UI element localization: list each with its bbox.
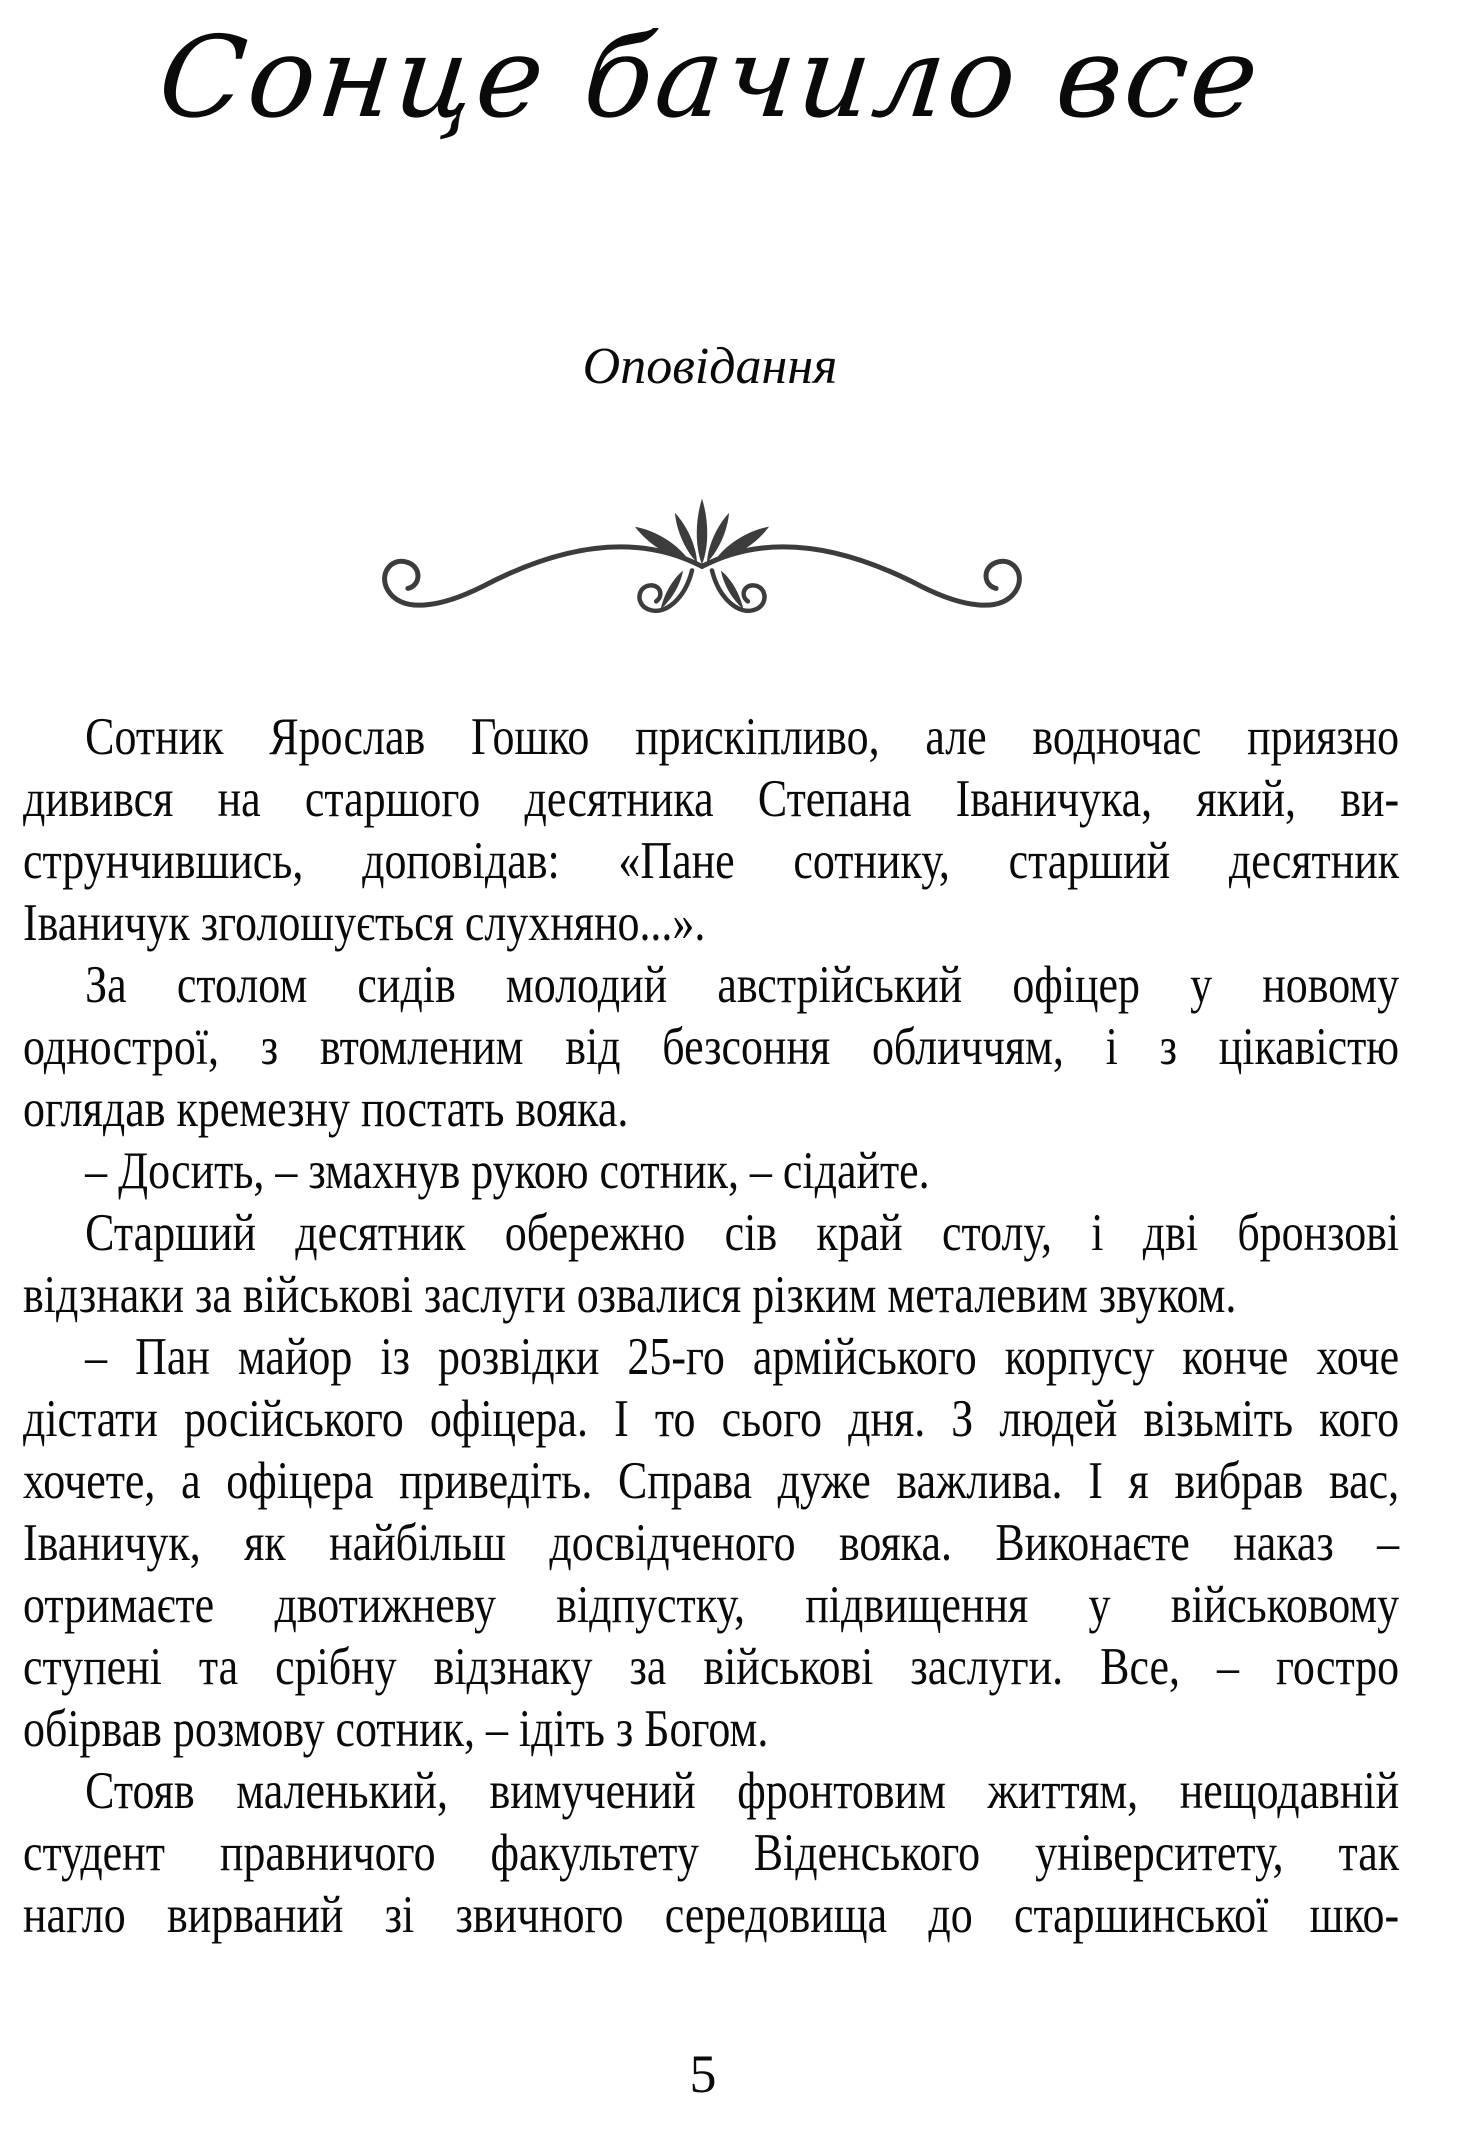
flourish-ornament <box>368 474 1036 640</box>
paragraph <box>23 1140 1399 1202</box>
page-title: Сонце бачило все <box>153 13 1268 143</box>
text-line: оглядав кремезну постать вояка. <box>23 1080 629 1138</box>
text-line: отримаєте двотижневу відпустку, підвищення у військовому <box>23 1576 1400 1634</box>
text-line: студент правничого факультету Віденського університету, так <box>23 1824 1400 1882</box>
text-line: ступені та срібну відзнаку за військові заслуги. Все, – гостро <box>23 1638 1400 1696</box>
text-line: однострої, з втомленим від безсоння обличчям, і з цікавістю <box>23 1018 1400 1076</box>
text-line: Іваничук, як найбільш досвідченого вояка. Виконаєте наказ – <box>23 1514 1400 1572</box>
text-line: дістати російського офіцера. І то сього дня. З людей візьміть кого <box>23 1390 1400 1448</box>
text-line: хочете, а офіцера приведіть. Справа дуже важлива. І я вибрав вас, <box>23 1452 1400 1510</box>
story-subtitle: Оповідання <box>582 338 838 395</box>
paragraph <box>23 954 1399 1140</box>
paragraph <box>23 1202 1399 1326</box>
text-line: Іваничук зголошується слухняно...». <box>23 894 706 952</box>
story-text <box>23 706 1399 1962</box>
paragraph <box>23 1326 1399 1760</box>
text-line: Сотник Ярослав Гошко прискіпливо, але водночас приязно <box>85 708 1400 766</box>
story-text-block <box>23 706 1399 1946</box>
text-line: нагло вирваний зі звичного середовища до старшинської шко- <box>23 1886 1400 1944</box>
text-line: Стояв маленький, вимучений фронтовим життям, нещодавній <box>85 1762 1400 1820</box>
paragraph <box>23 706 1399 954</box>
text-line: струнчившись, доповідав: «Пане сотнику, старший десятник <box>23 832 1400 890</box>
text-line: відзнаки за військові заслуги озвалися різким металевим звуком. <box>23 1266 1237 1324</box>
page-number: 5 <box>689 2044 717 2104</box>
text-line: обірвав розмову сотник, – ідіть з Богом. <box>23 1700 769 1758</box>
text-line: дивився на старшого десятника Степана Іваничука, який, ви- <box>23 770 1400 828</box>
text-line: – Пан майор із розвідки 25-го армійського корпусу конче хоче <box>85 1328 1400 1386</box>
paragraph <box>23 1760 1399 1946</box>
text-line: – Досить, – змахнув рукою сотник, – сідайте. <box>85 1142 930 1200</box>
text-line: Старший десятник обережно сів край столу, і дві бронзові <box>85 1204 1400 1262</box>
flourish-divider-icon <box>368 474 1036 640</box>
text-line: За столом сидів молодий австрійський офіцер у новому <box>85 956 1400 1014</box>
